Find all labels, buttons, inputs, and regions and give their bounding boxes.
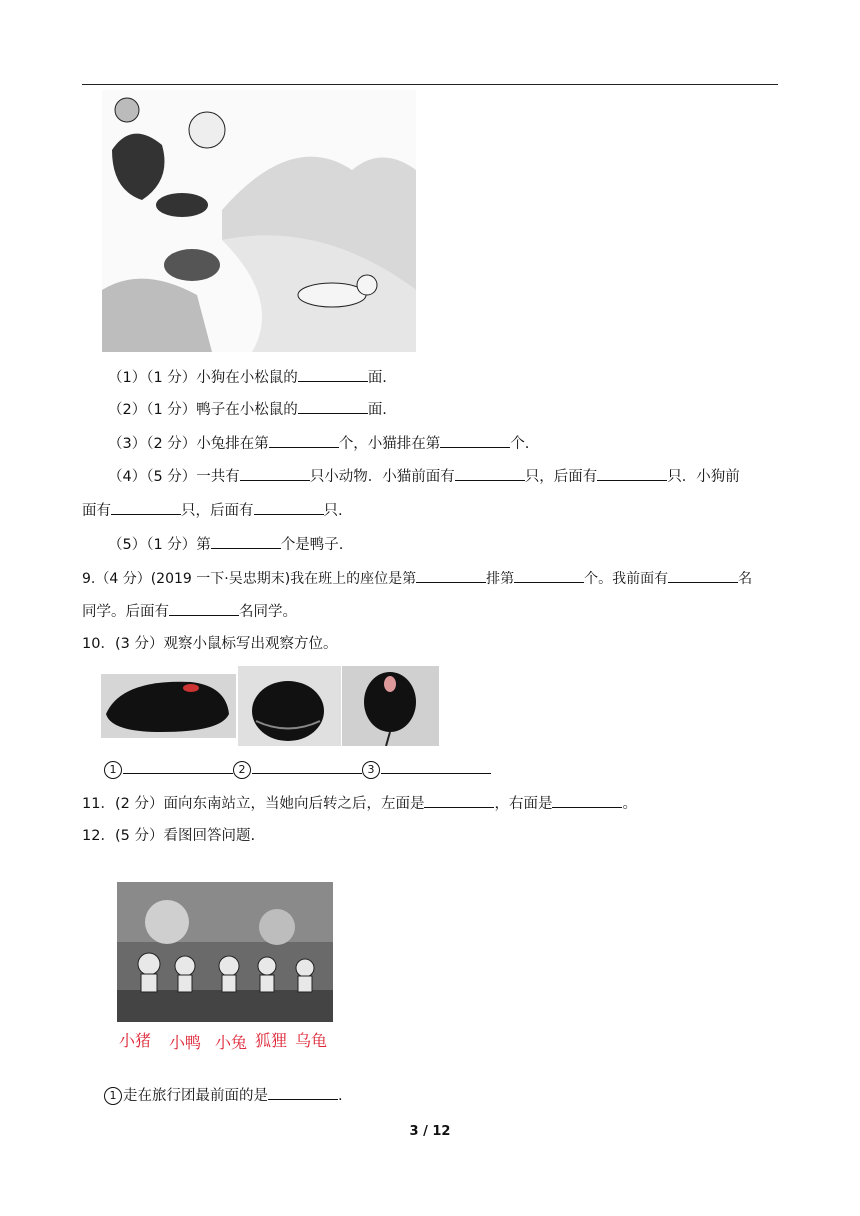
q8-part3: （3）（2 分）小兔排在第 个，小猫排在第 个. bbox=[108, 432, 529, 454]
answer-blank[interactable] bbox=[552, 792, 622, 808]
answer-blank[interactable] bbox=[123, 758, 233, 774]
header-rule bbox=[82, 84, 778, 85]
animal-tour-group-picture bbox=[117, 882, 333, 1054]
answer-blank[interactable] bbox=[169, 600, 239, 616]
q8-part2: （2）（1 分）鸭子在小松鼠的 面. bbox=[108, 398, 387, 420]
mouse-side-view-photo bbox=[101, 674, 236, 738]
animals-running-picture bbox=[102, 90, 416, 352]
question-9-cont: 同学。后面有 名同学。 bbox=[82, 600, 297, 622]
circled-number-1: 1 bbox=[104, 1087, 122, 1105]
label-pig: 小猪 bbox=[119, 1031, 152, 1050]
circled-number-2: 2 bbox=[233, 761, 251, 779]
q12-part1: 1 走在旅行团最前面的是 . bbox=[104, 1084, 343, 1106]
circled-number-1: 1 bbox=[104, 761, 122, 779]
answer-blank[interactable] bbox=[111, 499, 181, 515]
answer-blank[interactable] bbox=[440, 432, 510, 448]
q8-part4: （4）（5 分）一共有 只小动物．小猫前面有 只，后面有 只．小狗前 bbox=[108, 465, 740, 487]
answer-blank[interactable] bbox=[668, 567, 738, 583]
q8-part1: （1）（1 分）小狗在小松鼠的 面. bbox=[108, 366, 387, 388]
answer-blank[interactable] bbox=[424, 792, 494, 808]
label-turtle: 乌龟 bbox=[295, 1031, 328, 1050]
answer-blank[interactable] bbox=[268, 1084, 338, 1100]
answer-blank[interactable] bbox=[514, 567, 584, 583]
page-number: 3 / 12 bbox=[409, 1124, 451, 1139]
answer-blank[interactable] bbox=[211, 533, 281, 549]
answer-blank[interactable] bbox=[416, 567, 486, 583]
answer-blank[interactable] bbox=[298, 366, 368, 382]
answer-blank[interactable] bbox=[597, 465, 667, 481]
label-fox: 狐狸 bbox=[255, 1031, 288, 1050]
question-12: 12．(5 分）看图回答问题. bbox=[82, 828, 256, 844]
question-11: 11．(2 分）面向东南站立，当她向后转之后，左面是 ，右面是 。 bbox=[82, 792, 637, 814]
answer-blank[interactable] bbox=[381, 758, 491, 774]
label-duck: 小鸭 bbox=[169, 1033, 202, 1052]
q10-answer-line bbox=[104, 758, 491, 780]
q8-part4-cont: 面有 只，后面有 只. bbox=[82, 499, 343, 521]
label-rabbit: 小兔 bbox=[215, 1033, 248, 1052]
q8-part5: （5）（1 分）第 个是鸭子. bbox=[108, 533, 343, 555]
answer-blank[interactable] bbox=[269, 432, 339, 448]
answer-blank[interactable] bbox=[455, 465, 525, 481]
mouse-front-view-photo bbox=[238, 666, 341, 746]
circled-number-3: 3 bbox=[362, 761, 380, 779]
question-9: 9.（4 分）(2019 一下·吴忠期末)我在班上的座位是第 排第 个。我前面有 名 bbox=[82, 567, 752, 589]
question-10: 10．(3 分）观察小鼠标写出观察方位。 bbox=[82, 636, 338, 652]
answer-blank[interactable] bbox=[252, 758, 362, 774]
answer-blank[interactable] bbox=[254, 499, 324, 515]
answer-blank[interactable] bbox=[240, 465, 310, 481]
answer-blank[interactable] bbox=[298, 398, 368, 414]
mouse-top-view-photo bbox=[342, 666, 439, 746]
